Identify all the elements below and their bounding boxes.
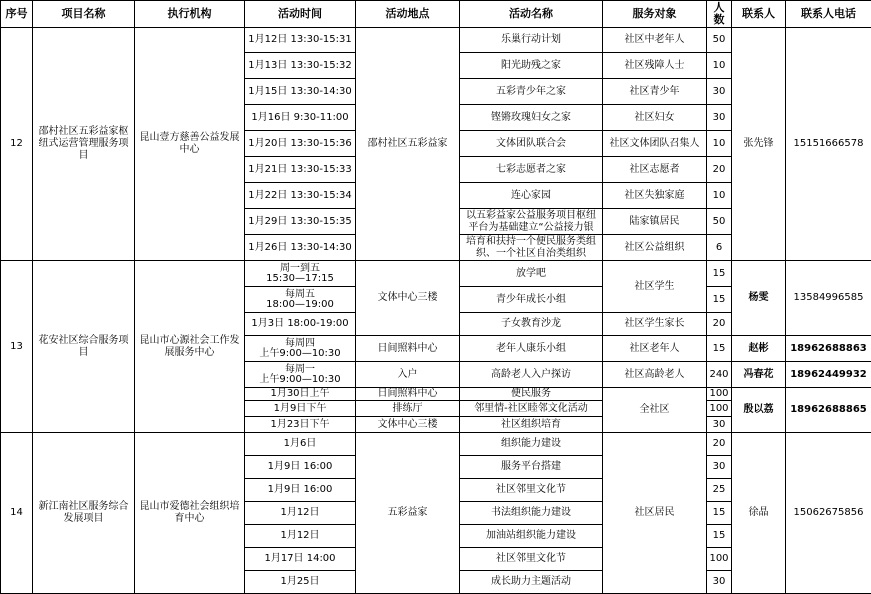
location-cell: 入户 bbox=[356, 362, 460, 388]
time-cell: 1月26日 13:30-14:30 bbox=[245, 235, 356, 261]
activity-cell: 子女教育沙龙 bbox=[460, 313, 603, 336]
activity-cell: 阳光助残之家 bbox=[460, 53, 603, 79]
time-cell: 1月9日 16:00 bbox=[245, 479, 356, 502]
activity-cell: 邻里情-社区睦邻文化活动 bbox=[460, 401, 603, 417]
location-cell: 邵村社区五彩益家 bbox=[356, 28, 460, 261]
phone-cell: 18962688865 bbox=[786, 388, 871, 433]
table-row bbox=[1, 261, 871, 287]
time-cell: 1月20日 13:30-15:36 bbox=[245, 131, 356, 157]
header-cell: 活动名称 bbox=[460, 1, 603, 28]
time-cell: 1月21日 13:30-15:33 bbox=[245, 157, 356, 183]
activity-cell: 青少年成长小组 bbox=[460, 287, 603, 313]
activity-cell: 社区邻里文化节 bbox=[460, 479, 603, 502]
target-cell: 社区老年人 bbox=[603, 336, 707, 362]
count-cell: 240 bbox=[707, 362, 732, 388]
time-cell: 每周一 上午9:00—10:30 bbox=[245, 362, 356, 388]
count-cell: 10 bbox=[707, 183, 732, 209]
table-row bbox=[1, 433, 871, 456]
target-cell: 社区学生家长 bbox=[603, 313, 707, 336]
time-cell: 1月22日 13:30-15:34 bbox=[245, 183, 356, 209]
header-cell: 执行机构 bbox=[135, 1, 245, 28]
activity-cell: 乐巢行动计划 bbox=[460, 28, 603, 53]
header-cell: 联系人电话 bbox=[786, 1, 871, 28]
target-cell: 全社区 bbox=[603, 388, 707, 433]
activity-cell: 组织能力建设 bbox=[460, 433, 603, 456]
count-cell: 30 bbox=[707, 571, 732, 594]
org-cell: 昆山壹方慈善公益发展中心 bbox=[135, 28, 245, 261]
time-cell: 1月29日 13:30-15:35 bbox=[245, 209, 356, 235]
project-cell: 新江南社区服务综合发展项目 bbox=[33, 433, 135, 594]
header-cell: 联系人 bbox=[732, 1, 786, 28]
time-cell: 1月16日 9:30-11:00 bbox=[245, 105, 356, 131]
count-cell: 50 bbox=[707, 28, 732, 53]
target-cell: 社区高龄老人 bbox=[603, 362, 707, 388]
serial-cell: 13 bbox=[1, 261, 33, 433]
time-cell: 1月12日 bbox=[245, 525, 356, 548]
time-cell: 1月6日 bbox=[245, 433, 356, 456]
activity-cell: 社区组织培育 bbox=[460, 417, 603, 433]
location-cell: 文体中心三楼 bbox=[356, 417, 460, 433]
target-cell: 社区学生 bbox=[603, 261, 707, 313]
count-cell: 20 bbox=[707, 433, 732, 456]
project-cell: 花安社区综合服务项目 bbox=[33, 261, 135, 433]
contact-cell: 赵彬 bbox=[732, 336, 786, 362]
location-cell: 文体中心三楼 bbox=[356, 261, 460, 336]
table-row bbox=[1, 28, 871, 53]
target-cell: 社区公益组织 bbox=[603, 235, 707, 261]
activity-cell: 文体团队联合会 bbox=[460, 131, 603, 157]
count-cell: 100 bbox=[707, 401, 732, 417]
target-cell: 社区残障人士 bbox=[603, 53, 707, 79]
activity-cell: 加油站组织能力建设 bbox=[460, 525, 603, 548]
header-cell: 人数 bbox=[707, 1, 732, 28]
activity-cell: 以五彩益家公益服务项目枢纽平台为基础建立“公益接力银 bbox=[460, 209, 603, 235]
activity-cell: 成长助力主题活动 bbox=[460, 571, 603, 594]
count-cell: 30 bbox=[707, 456, 732, 479]
time-cell: 1月13日 13:30-15:32 bbox=[245, 53, 356, 79]
count-cell: 30 bbox=[707, 105, 732, 131]
count-cell: 25 bbox=[707, 479, 732, 502]
target-cell: 社区青少年 bbox=[603, 79, 707, 105]
activity-cell: 培育和扶持一个便民服务类组织、一个社区自治类组织 bbox=[460, 235, 603, 261]
count-cell: 15 bbox=[707, 287, 732, 313]
phone-cell: 13584996585 bbox=[786, 261, 871, 336]
count-cell: 10 bbox=[707, 53, 732, 79]
time-cell: 1月25日 bbox=[245, 571, 356, 594]
location-cell: 五彩益家 bbox=[356, 433, 460, 594]
activity-cell: 铿锵玫瑰妇女之家 bbox=[460, 105, 603, 131]
org-cell: 昆山市爱德社会组织培育中心 bbox=[135, 433, 245, 594]
target-cell: 社区文体团队召集人 bbox=[603, 131, 707, 157]
count-cell: 15 bbox=[707, 502, 732, 525]
header-cell: 服务对象 bbox=[603, 1, 707, 28]
contact-cell: 张先锋 bbox=[732, 28, 786, 261]
activity-cell: 老年人康乐小组 bbox=[460, 336, 603, 362]
time-cell: 1月9日下午 bbox=[245, 401, 356, 417]
location-cell: 日间照料中心 bbox=[356, 336, 460, 362]
activity-cell: 五彩青少年之家 bbox=[460, 79, 603, 105]
target-cell: 社区中老年人 bbox=[603, 28, 707, 53]
location-cell: 排练厅 bbox=[356, 401, 460, 417]
header-cell: 项目名称 bbox=[33, 1, 135, 28]
time-cell: 1月12日 bbox=[245, 502, 356, 525]
time-cell: 1月30日上午 bbox=[245, 388, 356, 401]
time-cell: 每周五 18:00—19:00 bbox=[245, 287, 356, 313]
count-cell: 15 bbox=[707, 525, 732, 548]
time-cell: 1月17日 14:00 bbox=[245, 548, 356, 571]
activity-cell: 七彩志愿者之家 bbox=[460, 157, 603, 183]
time-cell: 1月3日 18:00-19:00 bbox=[245, 313, 356, 336]
contact-cell: 冯春花 bbox=[732, 362, 786, 388]
activity-cell: 高龄老人入户探访 bbox=[460, 362, 603, 388]
count-cell: 6 bbox=[707, 235, 732, 261]
time-cell: 1月23日下午 bbox=[245, 417, 356, 433]
count-cell: 30 bbox=[707, 417, 732, 433]
count-cell: 20 bbox=[707, 313, 732, 336]
contact-cell: 殷以荔 bbox=[732, 388, 786, 433]
activity-cell: 放学吧 bbox=[460, 261, 603, 287]
activity-cell: 便民服务 bbox=[460, 388, 603, 401]
phone-cell: 15151666578 bbox=[786, 28, 871, 261]
time-cell: 1月9日 16:00 bbox=[245, 456, 356, 479]
header-cell: 活动地点 bbox=[356, 1, 460, 28]
time-cell: 1月15日 13:30-14:30 bbox=[245, 79, 356, 105]
phone-cell: 18962449932 bbox=[786, 362, 871, 388]
count-cell: 100 bbox=[707, 388, 732, 401]
target-cell: 社区妇女 bbox=[603, 105, 707, 131]
phone-cell: 18962688863 bbox=[786, 336, 871, 362]
header-cell: 序号 bbox=[1, 1, 33, 28]
serial-cell: 12 bbox=[1, 28, 33, 261]
contact-cell: 杨雯 bbox=[732, 261, 786, 336]
count-cell: 15 bbox=[707, 261, 732, 287]
target-cell: 社区失独家庭 bbox=[603, 183, 707, 209]
activity-cell: 连心家园 bbox=[460, 183, 603, 209]
contact-cell: 徐晶 bbox=[732, 433, 786, 594]
count-cell: 20 bbox=[707, 157, 732, 183]
activity-cell: 社区邻里文化节 bbox=[460, 548, 603, 571]
header-row bbox=[1, 1, 871, 28]
count-cell: 15 bbox=[707, 336, 732, 362]
target-cell: 社区居民 bbox=[603, 433, 707, 594]
activity-cell: 书法组织能力建设 bbox=[460, 502, 603, 525]
target-cell: 陆家镇居民 bbox=[603, 209, 707, 235]
time-cell: 每周四 上午9:00—10:30 bbox=[245, 336, 356, 362]
serial-cell: 14 bbox=[1, 433, 33, 594]
target-cell: 社区志愿者 bbox=[603, 157, 707, 183]
activity-cell: 服务平台搭建 bbox=[460, 456, 603, 479]
count-cell: 10 bbox=[707, 131, 732, 157]
project-cell: 邵村社区五彩益家枢纽式运营管理服务项目 bbox=[33, 28, 135, 261]
time-cell: 1月12日 13:30-15:31 bbox=[245, 28, 356, 53]
count-cell: 50 bbox=[707, 209, 732, 235]
time-cell: 周一到五 15:30—17:15 bbox=[245, 261, 356, 287]
count-cell: 30 bbox=[707, 79, 732, 105]
org-cell: 昆山市心源社会工作发展服务中心 bbox=[135, 261, 245, 433]
location-cell: 日间照料中心 bbox=[356, 388, 460, 401]
phone-cell: 15062675856 bbox=[786, 433, 871, 594]
count-cell: 100 bbox=[707, 548, 732, 571]
header-cell: 活动时间 bbox=[245, 1, 356, 28]
